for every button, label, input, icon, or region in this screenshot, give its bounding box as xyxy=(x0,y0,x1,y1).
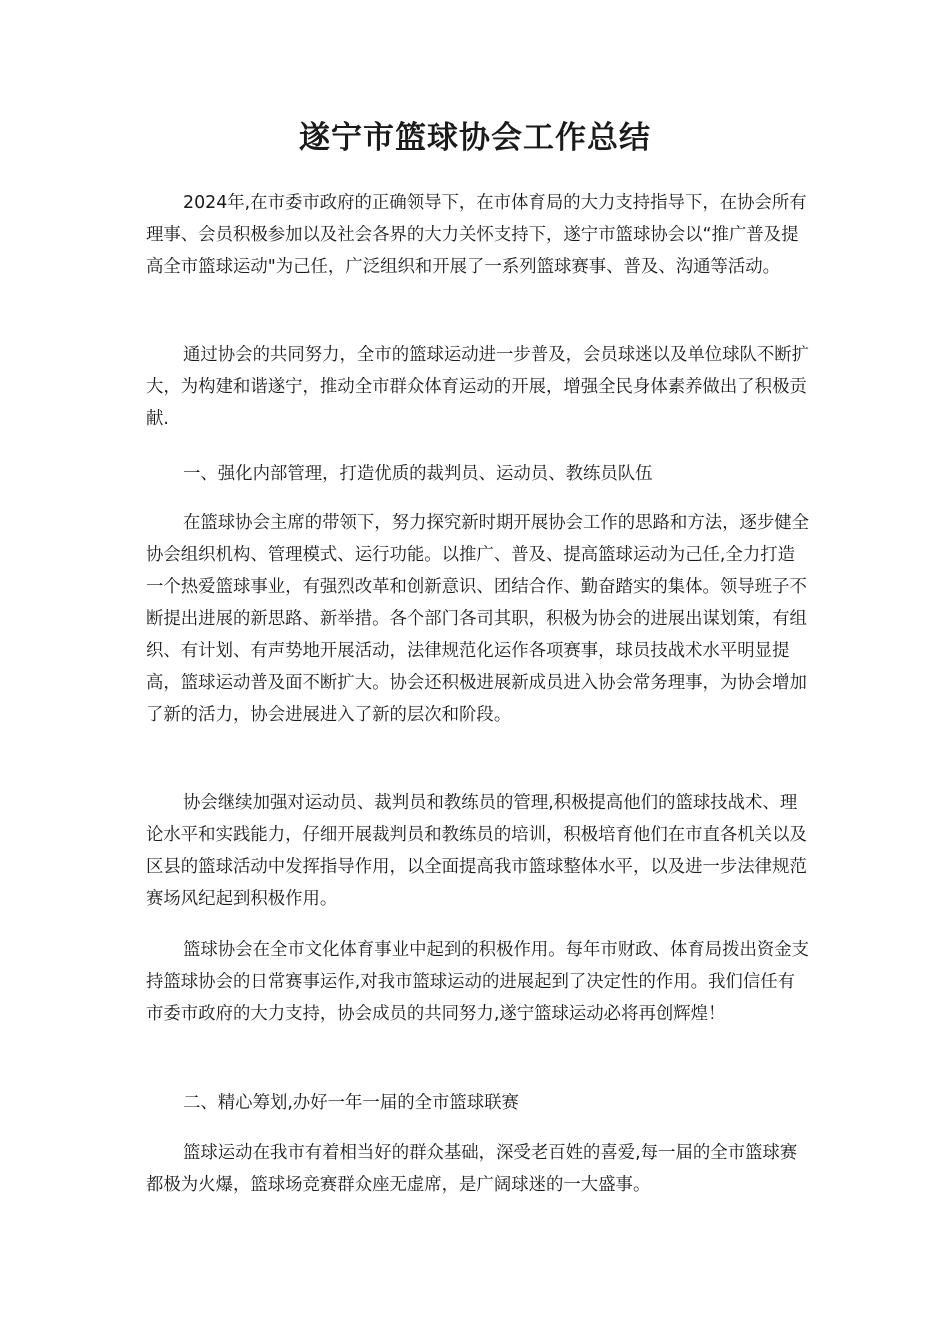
section-heading-2: 二、精心筹划,办好一年一届的全市篮球联赛 xyxy=(183,1093,519,1113)
paragraph-achievements: 通过协会的共同努力，全市的篮球运动进一步普及，会员球迷以及单位球队不断扩大，为构建和谐遂宁，推动全市群众体育运动的开展，增强全民身体素养做出了积极贡献. xyxy=(146,345,810,429)
paragraph-league: 篮球运动在我市有着相当好的群众基础，深受老百姓的喜爱,每一届的全市篮球赛都极为火爆，篮球场竞赛群众座无虚席，是广阔球迷的一大盛事。 xyxy=(146,1143,798,1195)
paragraph-funding: 篮球协会在全市文化体育事业中起到的积极作用。每年市财政、体育局拨出资金支持篮球协会的日常赛事运作,对我市篮球运动的进展起到了决定性的作用。我们信任有市委市政府的大力支持，协会成员的共同努力,遂宁篮球运动必将再创辉煌！ xyxy=(146,940,810,1024)
section-heading-1: 一、强化内部管理，打造优质的裁判员、运动员、教练员队伍 xyxy=(183,464,653,484)
document-title: 遂宁市篮球协会工作总结 xyxy=(299,120,651,156)
paragraph-management: 在篮球协会主席的带领下，努力探究新时期开展协会工作的思路和方法，逐步健全协会组织机构、管理模式、运行功能。以推广、普及、提高篮球运动为己任,全力打造一个热爱篮球事业，有强烈改革和创新意识、团结合作、勤奋踏实的集体。领导班子不断提出进展的新思路、新举措。各个部门各司其职，积极为协会的进展出谋划策，有组织、有计划、有声势地开展活动，法律规范化运作各项赛事，球员技战术水平明显提高，篮球运动普及面不断扩大。协会还积极进展新成员进入协会常务理事，为协会增加了新的活力，协会进展进入了新的层次和阶段。 xyxy=(146,513,810,725)
paragraph-training: 协会继续加强对运动员、裁判员和教练员的管理,积极提高他们的篮球技战术、理论水平和实践能力，仔细开展裁判员和教练员的培训，积极培育他们在市直各机关以及区县的篮球活动中发挥指导作用，以全面提高我市篮球整体水平，以及进一步法律规范赛场风纪起到积极作用。 xyxy=(146,793,807,909)
paragraph-intro: 2024年,在市委市政府的正确领导下，在市体育局的大力支持指导下，在协会所有理事、会员积极参加以及社会各界的大力关怀支持下，遂宁市篮球协会以“推广普及提高全市篮球运动"为己任，广泛组织和开展了一系列篮球赛事、普及、沟通等活动。 xyxy=(146,193,807,277)
